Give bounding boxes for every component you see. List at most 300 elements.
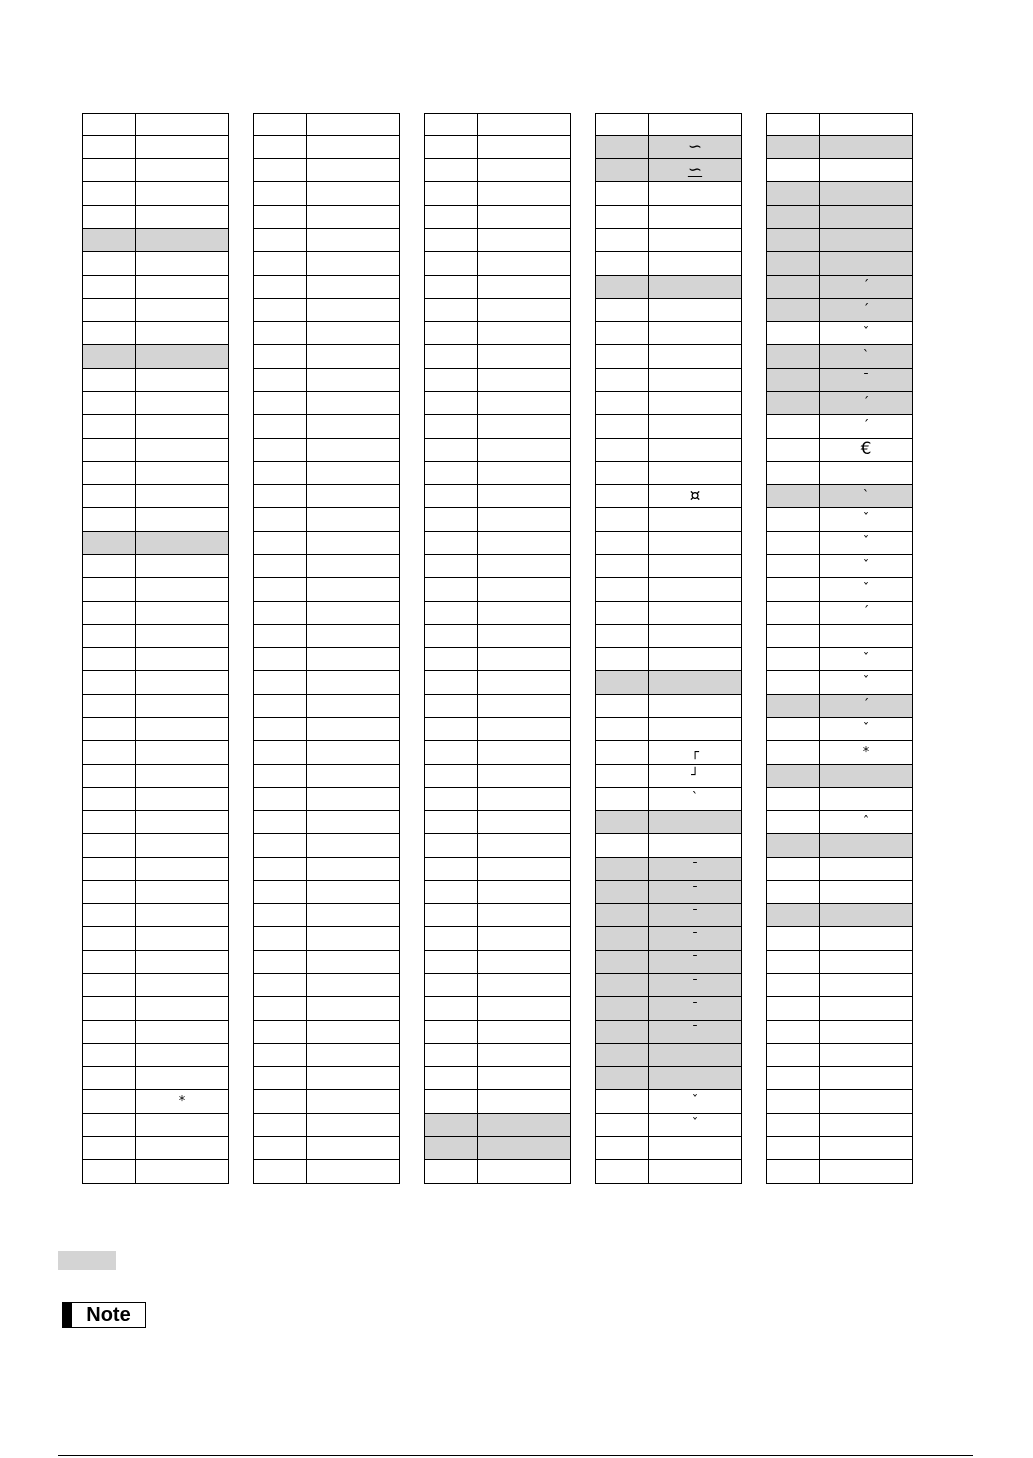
character-cell [478,601,571,624]
code-cell [767,927,820,950]
character-cell: ¤ [649,485,742,508]
code-cell [767,229,820,252]
code-cell [254,1043,307,1066]
table-row [254,508,400,531]
character-cell [649,461,742,484]
table-row [596,1113,742,1136]
code-cell [254,392,307,415]
character-cell [820,624,913,647]
table-row [254,1020,400,1043]
code-cell [767,764,820,787]
table-row [425,1090,571,1113]
code-cell [425,1137,478,1160]
code-cell [767,624,820,647]
character-cell [307,857,400,880]
table-row [596,694,742,717]
table-row [596,298,742,321]
code-cell [83,1137,136,1160]
character-cell [307,252,400,275]
character-cell [649,368,742,391]
code-cell [254,205,307,228]
code-cell [767,904,820,927]
table-row [596,159,742,182]
character-cell [307,927,400,950]
table-row [254,159,400,182]
character-cell [307,811,400,834]
character-cell [136,1043,229,1066]
character-cell: ˇ [820,578,913,601]
character-cell [478,624,571,647]
character-cell [478,114,571,136]
table-row [596,438,742,461]
table-row [425,415,571,438]
table-row [767,182,913,205]
code-cell [83,1043,136,1066]
code-cell [254,275,307,298]
code-cell [425,764,478,787]
character-cell [136,787,229,810]
table-row [596,578,742,601]
code-cell [254,229,307,252]
character-cell [820,229,913,252]
code-cell [254,717,307,740]
code-cell [596,648,649,671]
character-cell [478,438,571,461]
table-row [83,880,229,903]
code-cell [83,298,136,321]
code-cell [83,461,136,484]
character-cell [136,717,229,740]
table-row [425,135,571,158]
table-row [767,1090,913,1113]
table-row [254,252,400,275]
code-cell [596,601,649,624]
code-cell [596,159,649,182]
code-cell [83,1113,136,1136]
code-cell [767,787,820,810]
table-5 [766,113,913,1184]
table-row [83,438,229,461]
code-cell [254,671,307,694]
code-cell [254,345,307,368]
table-row [767,508,913,531]
code-cell [83,114,136,136]
code-cell [767,811,820,834]
code-cell [83,741,136,764]
character-cell [307,717,400,740]
table-row [425,229,571,252]
code-cell [767,1160,820,1184]
code-cell [254,578,307,601]
character-cell: ˇ [649,1113,742,1136]
table-row [83,1067,229,1090]
character-cell [136,834,229,857]
code-cell [425,114,478,136]
code-cell [767,345,820,368]
character-cell [478,834,571,857]
code-cell [425,1113,478,1136]
code-cell [596,974,649,997]
code-cell [767,114,820,136]
code-cell [83,531,136,554]
character-cell [649,1160,742,1184]
code-cell [254,834,307,857]
character-cell [478,904,571,927]
table-row [425,1020,571,1043]
code-cell [596,205,649,228]
character-cell [649,694,742,717]
table-row [596,997,742,1020]
code-cell [596,741,649,764]
table-row [83,578,229,601]
character-cell [136,461,229,484]
code-cell [767,182,820,205]
code-cell [425,485,478,508]
character-cell: ┌ [649,741,742,764]
character-cell [136,392,229,415]
code-cell [596,1160,649,1184]
table-row [596,1020,742,1043]
table-row [425,671,571,694]
code-cell [596,624,649,647]
code-cell [254,1020,307,1043]
table-row [425,1113,571,1136]
table-row [767,205,913,228]
table-row [596,834,742,857]
code-cell [596,1137,649,1160]
table-row [254,950,400,973]
table-row [596,601,742,624]
code-cell [425,1043,478,1066]
character-cell [136,438,229,461]
character-cell [649,392,742,415]
table-row [254,857,400,880]
table-row [596,531,742,554]
table-row [254,554,400,577]
code-cell [596,764,649,787]
code-cell [596,135,649,158]
code-cell [596,322,649,345]
character-cell [478,275,571,298]
table-row [596,135,742,158]
character-cell [649,114,742,136]
table-row [83,368,229,391]
character-cell [478,508,571,531]
table-row [767,438,913,461]
table-row [425,1137,571,1160]
character-cell [307,345,400,368]
table-row [767,974,913,997]
code-cell [254,927,307,950]
character-cell: ˇ [820,671,913,694]
character-cell [649,578,742,601]
table-row [83,275,229,298]
code-cell [596,811,649,834]
character-cell [307,461,400,484]
code-cell [83,717,136,740]
code-cell [767,997,820,1020]
table-row [596,554,742,577]
table-row [425,485,571,508]
code-cell [425,857,478,880]
character-cell [649,205,742,228]
code-cell [254,298,307,321]
code-cell [596,997,649,1020]
code-cell [254,461,307,484]
character-cell: ˊ [820,415,913,438]
character-cell [649,811,742,834]
character-cell [136,1137,229,1160]
table-row [254,694,400,717]
character-cell [307,229,400,252]
code-cell [767,694,820,717]
character-cell [478,717,571,740]
table-row [767,1043,913,1066]
table-row [596,950,742,973]
table-row [254,904,400,927]
code-cell [83,787,136,810]
character-cell [649,601,742,624]
table-row [767,694,913,717]
character-cell: * [820,741,913,764]
character-cell [478,554,571,577]
table-row [596,345,742,368]
table-row [425,1160,571,1184]
code-cell [767,159,820,182]
character-cell [649,229,742,252]
table-row [767,392,913,415]
code-cell [425,368,478,391]
code-cell [425,974,478,997]
code-cell [83,554,136,577]
code-cell [596,1067,649,1090]
table-row [767,811,913,834]
table-row [767,531,913,554]
code-cell [596,485,649,508]
table-row [425,694,571,717]
character-cell [478,764,571,787]
character-cell: ˊ [820,601,913,624]
character-cell [136,904,229,927]
code-cell [767,717,820,740]
code-cell [596,578,649,601]
character-cell [478,298,571,321]
character-cell [307,694,400,717]
character-cell [136,624,229,647]
character-cell [307,531,400,554]
character-cell [307,741,400,764]
code-cell [254,531,307,554]
code-cell [83,1090,136,1113]
code-cell [767,857,820,880]
code-cell [767,275,820,298]
table-row [767,345,913,368]
table-row [83,298,229,321]
character-cell: ˇ [820,717,913,740]
character-cell [478,415,571,438]
table-row [254,461,400,484]
character-cell [649,182,742,205]
table-row [254,671,400,694]
code-cell [425,741,478,764]
code-cell [254,114,307,136]
table-row [425,997,571,1020]
code-cell [254,624,307,647]
table-row [425,322,571,345]
character-cell [136,741,229,764]
table-header-row [767,114,913,136]
character-cell [649,554,742,577]
table-row [254,1043,400,1066]
character-cell [136,764,229,787]
table-2 [253,113,400,1184]
code-cell [767,392,820,415]
code-cell [254,1137,307,1160]
character-cell [307,1067,400,1090]
code-cell [83,485,136,508]
character-cell [649,671,742,694]
code-cell [425,159,478,182]
character-cell: ˉ [649,880,742,903]
table-row [596,205,742,228]
code-cell [83,1067,136,1090]
character-cell [478,229,571,252]
code-cell [425,648,478,671]
code-cell [596,415,649,438]
table-row [596,508,742,531]
code-cell [767,438,820,461]
code-cell [767,1090,820,1113]
character-cell [478,950,571,973]
code-cell [254,1113,307,1136]
table-row [596,857,742,880]
code-cell [425,415,478,438]
character-cell [820,1113,913,1136]
table-row [425,1067,571,1090]
table-row [596,764,742,787]
table-row [425,904,571,927]
code-cell [596,252,649,275]
character-cell: ┘ [649,764,742,787]
character-cell [136,880,229,903]
code-cell [596,461,649,484]
character-cell [820,787,913,810]
character-cell [307,392,400,415]
character-cell [478,811,571,834]
code-cell [254,508,307,531]
table-row [425,880,571,903]
table-row [254,1090,400,1113]
character-cell [307,485,400,508]
character-cell [478,694,571,717]
table-row [425,764,571,787]
character-cell [136,578,229,601]
character-cell [136,298,229,321]
table-row [83,229,229,252]
code-cell [767,531,820,554]
character-cell [478,741,571,764]
table-row [596,229,742,252]
code-cell [83,694,136,717]
table-row [83,392,229,415]
table-row [425,392,571,415]
character-cell [136,601,229,624]
code-cell [83,392,136,415]
table-row [425,974,571,997]
character-cell: ˊ [820,298,913,321]
table-row [425,461,571,484]
table-row [596,1137,742,1160]
code-cell [83,252,136,275]
character-cell [307,1043,400,1066]
character-cell [478,787,571,810]
code-cell [83,182,136,205]
code-cell [425,671,478,694]
table-row [254,275,400,298]
character-cell: ˉ [820,368,913,391]
character-cell [478,135,571,158]
code-cell [767,1113,820,1136]
table-row [425,787,571,810]
code-cell [596,1090,649,1113]
table-row [425,857,571,880]
table-row [254,182,400,205]
character-cell [649,624,742,647]
code-cell [83,1020,136,1043]
character-cell [649,415,742,438]
character-cell [820,1020,913,1043]
character-cell [136,531,229,554]
code-cell [254,764,307,787]
table-row [596,252,742,275]
table-row [596,904,742,927]
code-cell [425,997,478,1020]
table-row [83,461,229,484]
code-cell [596,1113,649,1136]
code-cell [596,694,649,717]
code-cell [254,1160,307,1184]
table-row [767,554,913,577]
table-row [767,717,913,740]
character-cell [307,1090,400,1113]
code-cell [596,787,649,810]
table-row [83,1090,229,1113]
table-row [83,694,229,717]
table-row [425,950,571,973]
character-cell [649,834,742,857]
character-cell [307,904,400,927]
code-cell [596,950,649,973]
code-cell [596,834,649,857]
code-cell [254,322,307,345]
code-cell [425,1160,478,1184]
code-cell [425,624,478,647]
table-row [596,322,742,345]
code-cell [83,834,136,857]
table-row [767,322,913,345]
character-cell [136,811,229,834]
table-row [83,834,229,857]
table-row [83,159,229,182]
table-row [254,624,400,647]
character-cell: ˆ [820,811,913,834]
code-cell [425,811,478,834]
code-cell [83,927,136,950]
table-row [83,182,229,205]
table-row [425,531,571,554]
code-cell [254,135,307,158]
character-cell [820,252,913,275]
